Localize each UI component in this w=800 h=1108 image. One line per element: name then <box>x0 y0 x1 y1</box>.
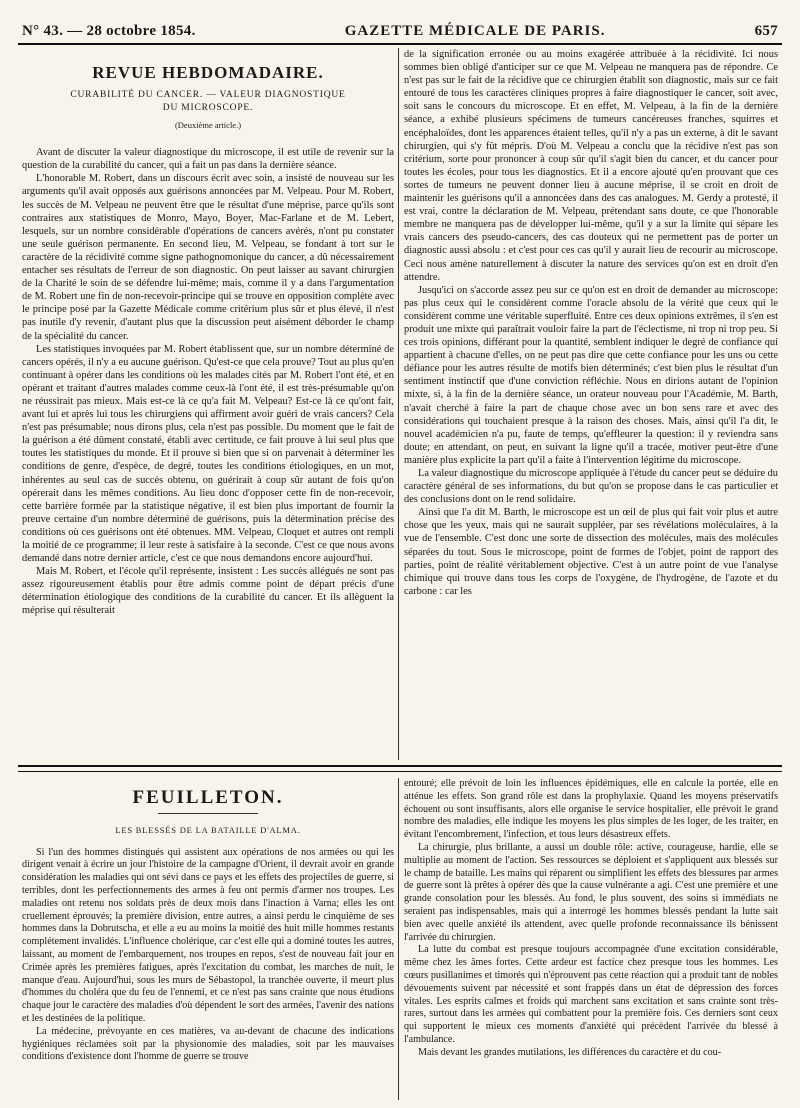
revue-subtitle-1: CURABILITÉ DU CANCER. — VALEUR DIAGNOSTIQUE <box>70 90 346 101</box>
revue-note: (Deuxième article.) <box>174 120 242 131</box>
paragraph: Mais M. Robert, et l'école qu'il représente, insistent : Les succès allégués ne sont pas assez rigoureusement établis pour être admis comme point de départ précis d'une détermination étiologique des conditions de la curabilité du cancer. Et ils allèguent la méprise qui résulterait <box>22 566 394 617</box>
paragraph: La valeur diagnostique du microscope appliquée à l'étude du cancer peut se déduire du caractère général de ses informations, du but qu'on se propose dans le cas particulier et des conclusions dont on le rend solidaire. <box>404 468 778 506</box>
journal-title: GAZETTE MÉDICALE DE PARIS. <box>344 23 606 39</box>
paragraph: Si l'un des hommes distingués qui assistent aux opérations de nos armées ou qui les dirigent venait à écrire un jour l'histoire de la campagne d'Orient, il devrait avoir en grande considération les maladies qui ont sévi dans ce pays et les effets des projectiles de guerre, si terribles, dont les perfectionnements des armes à feu ont permis d'armer nos troupes. Les maladies ont retenu nos soldats près de deux mois dans l'inaction à Varna; elles les ont cruellement éprouvés; la première division, entre autres, a ainsi perdu le cinquième de ses hommes dans la Dobrutscha, et elle a eu au moins la moitié des huit mille hommes restants complétement invalidés. L'influence cholérique, car c'est elle qui a dominé toutes les autres, laissant, au moment de l'embarquement, nos troupes en repos, s'est de nouveau fait jour en Crimée après les premières fatigues, après l'excitation du combat, les marches de nuit, le manque d'eau. Aujourd'hui, sous les murs de Sébastopol, la tranchée ouverte, il meurt plus d'hommes du choléra que du feu de l'ennemi, et ce n'est pas sans crainte que nous étudions chaque jour le caractère des maladies d'où dépendent le sort des armées, l'avenir des nations et les destinées de la politique. <box>22 846 394 1024</box>
paragraph: Ainsi que l'a dit M. Barth, le microscope est un œil de plus qui fait voir plus et autre chose que les yeux, mais qui ne saurait suppléer, par ses révélations moléculaires, à la vue de l'ensemble. C'est donc une sorte de dissection des molécules, mais des molécules séparées du tout. Sous le microscope, point de formes de l'objet, point de rapport des parties, point de réalité véritablement objective. C'est à un autre point de vue l'analyse chimique qui trouve dans tous les corps de l'oxygène, de l'hydrogène, de l'azote et du carbone : car les <box>404 507 778 597</box>
paragraph: La médecine, prévoyante en ces matières, va au-devant de chacune des indications hygiéniques réclamées soit par la physionomie des maladies, soit par les mauvaises conditions d'existence dont l'homme de guerre se trouve <box>22 1025 394 1063</box>
paragraph: entouré; elle prévoit de loin les influences épidémiques, elle en calcule la portée, elle en atténue les effets. Son grand rôle est dans la prophylaxie. Quand les moyens préservatifs échouent ou sont insuffisants, alors elle organise le service hospitalier, elle prévoit le grand nombre des maladies, elle indique les moyens les plus simples de les loger, de les traiter, en évitant l'encombrement, l'infection, et tous leurs désastreux effets. <box>404 778 778 841</box>
column-divider <box>398 48 399 760</box>
paragraph: L'honorable M. Robert, dans un discours écrit avec soin, a insisté de nouveau sur les arguments qu'il avait opposés aux guérisons annoncées par M. Velpeau. Pour M. Robert, les succès de M. Velpeau ne peuvent être que le résultat d'une méprise, parce qu'ils sont contraires aux statistiques de Monro, Mayo, Boyer, Mac-Farlane et de M. Lebert, lesquels, sur un nombre considérable d'opérations de cancers avérés, n'ont pu constater une seule guérison permanente. En second lieu, M. Velpeau, se fondant à tort sur le caractère de la récidivité comme signe pathognomonique du cancer, a dû nécessairement entacher ses résultats de l'erreur de son diagnostic. On peut laisser au savant chirurgien de la Charité le soin de se défendre lui-même; mais, comme il y a dans l'argumentation de M. Robert une fin de non-recevoir-principe qui se trouve en opposition complète avec le principe posé par la Gazette Médicale comme critérium plus sûr et plus élevé, il n'est pas inutile d'y revenir, d'autant plus que la discussion peut aisément déborder le champ de la spécialité du cancer. <box>22 173 394 342</box>
revue-column-left <box>22 48 394 760</box>
paragraph: Jusqu'ici on s'accorde assez peu sur ce qu'on est en droit de demander au microscope: pas plus ceux qui le considèrent comme l'oracle absolu de la vérité que ceux qui le considèrent comme une véritable superfluité. Entre ces deux opinions extrêmes, il s'en est produit une mixte qui paraîtrait vouloir faire la part de l'éclectisme, ni trop ni trop peu. Si ces trois opinions, différant pour la quantité, semblent indiquer le degré de confiance qui appartient à chacune d'elles, on ne peut pas dire que cette confiance pour les uns ou cette défiance pour les autres résulte de motifs bien déterminés; c'est bien plus le résultat d'un sentiment instinctif que d'une conviction réfléchie. Nous en dirions autant de l'opinion mixte, si, à la fin de la dernière séance, un orateur nouveau pour l'Académie, M. Barth, n'avait cherché à faire la part de chaque chose avec un bon sens rare et avec des considérations qui touchaient presque à la raison des choses. Mais, ainsi qu'il l'a dit, le nouvel académicien n'a pu, faute de temps, qu'effleurer la question: il y reviendra sans doute; en attendant, on peut, en suivant la ligne qu'il a tracée, motiver peut-être d'une manière plus explicite la part qu'il a faite à l'intervention légitime du microscope. <box>404 284 778 466</box>
paragraph: Les statistiques invoquées par M. Robert établissent que, sur un nombre déterminé de cancers opérés, il n'y a eu aucune guérison. Qu'est-ce que cela prouve? Tout au plus qu'en continuant à opérer dans les conditions où les malades cités par M. Robert l'ont été, et en opérant et traitant d'autres malades comme ceux-là l'ont été, il est très-présumable qu'on ne réussirait pas mieux. Mais est-ce là ce qu'a fait M. Velpeau? Est-ce là ce qu'ont fait, avant lui et après lui tous les chirurgiens qui affirment avoir guéri de vrais cancers? Cela n'est pas présumable; nous dirons plus, cela n'est pas possible. Du moment que le fait de la guérison a été dûment constaté, établi avec certitude, ce fait prouve à lui seul plus que toutes les statistiques du monde. Et il prouve si bien que si on parvenait à déterminer les conditions de genre, d'espèce, de degré, toutes les conditions étiologiques, en un mot, inhérentes au seul cas de succès obtenu, on guérirait à coup sûr autant de fois qu'on opérerait dans les mêmes conditions. Au lieu donc d'opposer cette fin de non-recevoir, cette barrière formée par la statistique négative, il est bien plus important de fournir la preuve certaine d'un nombre déterminé de guérisons, puis la détermination précise des conditions où ces guérisons ont été obtenues. MM. Velpeau, Cloquet et autres ont rempli la moitié de ce programme; il leur reste à satisfaire à la seconde. C'est ce que nous avons demandé dans notre dernier article, c'est ce que nous demandons encore aujourd'hui. <box>22 343 394 565</box>
paragraph: La chirurgie, plus brillante, a aussi un double rôle: active, courageuse, hardie, elle se multiplie au moment de l'action. Ses ressources se déploient et s'appliquent aux blessés sur le champ de bataille. Les mains qui réparent ou simplifient les effets des blessures par armes de guerre sont là prêtes à opérer dès que la cause vulnérante a agi. C'est une première et une grande consolation pour les blessés. Au fond, le plus souvent, des soins si immédiats ne seraient pas indispensables, mais qui a interrogé les hommes blessés pendant la lutte sait bien avec quelle anxiété ils attendent, avec quelle profonde reconnaissance ils bénissent l'arrivée du chirurgien. <box>404 841 778 943</box>
revue-subtitle-2: DU MICROSCOPE. <box>162 103 254 114</box>
column-divider <box>398 778 399 1100</box>
revue-title: REVUE HEBDOMADAIRE. <box>92 63 324 82</box>
feuilleton-title: FEUILLETON. <box>132 787 284 808</box>
paragraph: Avant de discuter la valeur diagnostique du microscope, il est utile de revenir sur la question de la curabilité du cancer, qui a fait un pas dans la dernière séance. <box>22 147 394 172</box>
revue-column-right <box>404 48 778 760</box>
issue-date: N° 43. — 28 octobre 1854. <box>22 23 196 39</box>
feuilleton-divider <box>18 765 782 772</box>
feuilleton-column-left <box>22 778 394 1100</box>
paragraph: de la signification erronée ou au moins exagérée attribuée à la récidivité. Ici nous sommes bien obligé d'anticiper sur ce que M. Velpeau ne manquera pas de répondre. Ce n'est pas sur le fait de la récidive que ce chirurgien établit son diagnostic, mais sur ce fait entouré de tous les caractères cliniques propres à faire diagnostiquer le cancer, soit avec, soit sans le concours du microscope. Et en effet, M. Velpeau, à la fin de la dernière séance, a exhibé plusieurs spécimens de tumeurs cancéreuses franches, squirres et encéphaloïdes, dont les apparences étaient telles, qu'il n'y a pas un externe, à dit le savant chirurgien, qui s'y fût méprís. D'où M. Velpeau a conclu que la récidive n'est pas son critérium, sorte pour prononcer à coup sûr qu'il s'agit bien du cancer, et du cancer pour toutes les écoles, pour tous les diagnostics. Et il a encore ajouté qu'en prouvant que ces sortes de tumeurs ne peuvent donner lieu à aucune méprise, il se croit en droit de maintenir les guérisons qu'il a annoncées dans des cas analogues. M. Gerdy a protesté, il est vrai, contre la déclaration de M. Velpeau, prétendant sans doute, ce que l'honorable membre ne manquera pas de développer lui-même, qu'il y a sur la limite qui sépare les vrais cancers des pseudo-cancers, des cas douteux qui ne permettent pas de porter un diagnostic aussi absolu : et c'est pour ces cas qu'il y aurait lieu de recourir au microscope. Ceci nous amène naturellement à discuter la nature des services qu'on est en droit d'en attendre. <box>404 49 778 283</box>
feuilleton-subtitle: LES BLESSÉS DE LA BATAILLE D'ALMA. <box>115 824 301 835</box>
feuilleton-column-right <box>404 778 778 1100</box>
paragraph: La lutte du combat est presque toujours accompagnée d'une excitation considérable, même chez les âmes fortes. Cette ardeur est factice chez presque tous les hommes. Les cœurs pusillanimes et timorés qui n'éprouvent pas cette réaction qui a produit tant de nobles dévouements suivent par nécessité et sont frappés dans un état de dépression des forces vitales. Les esprits calmes et froids qui marchent sans excitation et sans crainte sont très-rares, surtout dans les armées qui combattent pour la première fois. Ces derniers sont ceux qui supportent le mieux ces moments d'anxiété qui précèdent l'arrivée du blessé à l'ambulance. <box>404 944 778 1045</box>
header-rule <box>18 43 782 45</box>
page-number: 657 <box>754 23 778 39</box>
feuilleton-title-rule <box>158 813 258 814</box>
paragraph: Mais devant les grandes mutilations, les différences du caractère et du cou- <box>418 1046 722 1058</box>
page-header <box>22 10 778 40</box>
